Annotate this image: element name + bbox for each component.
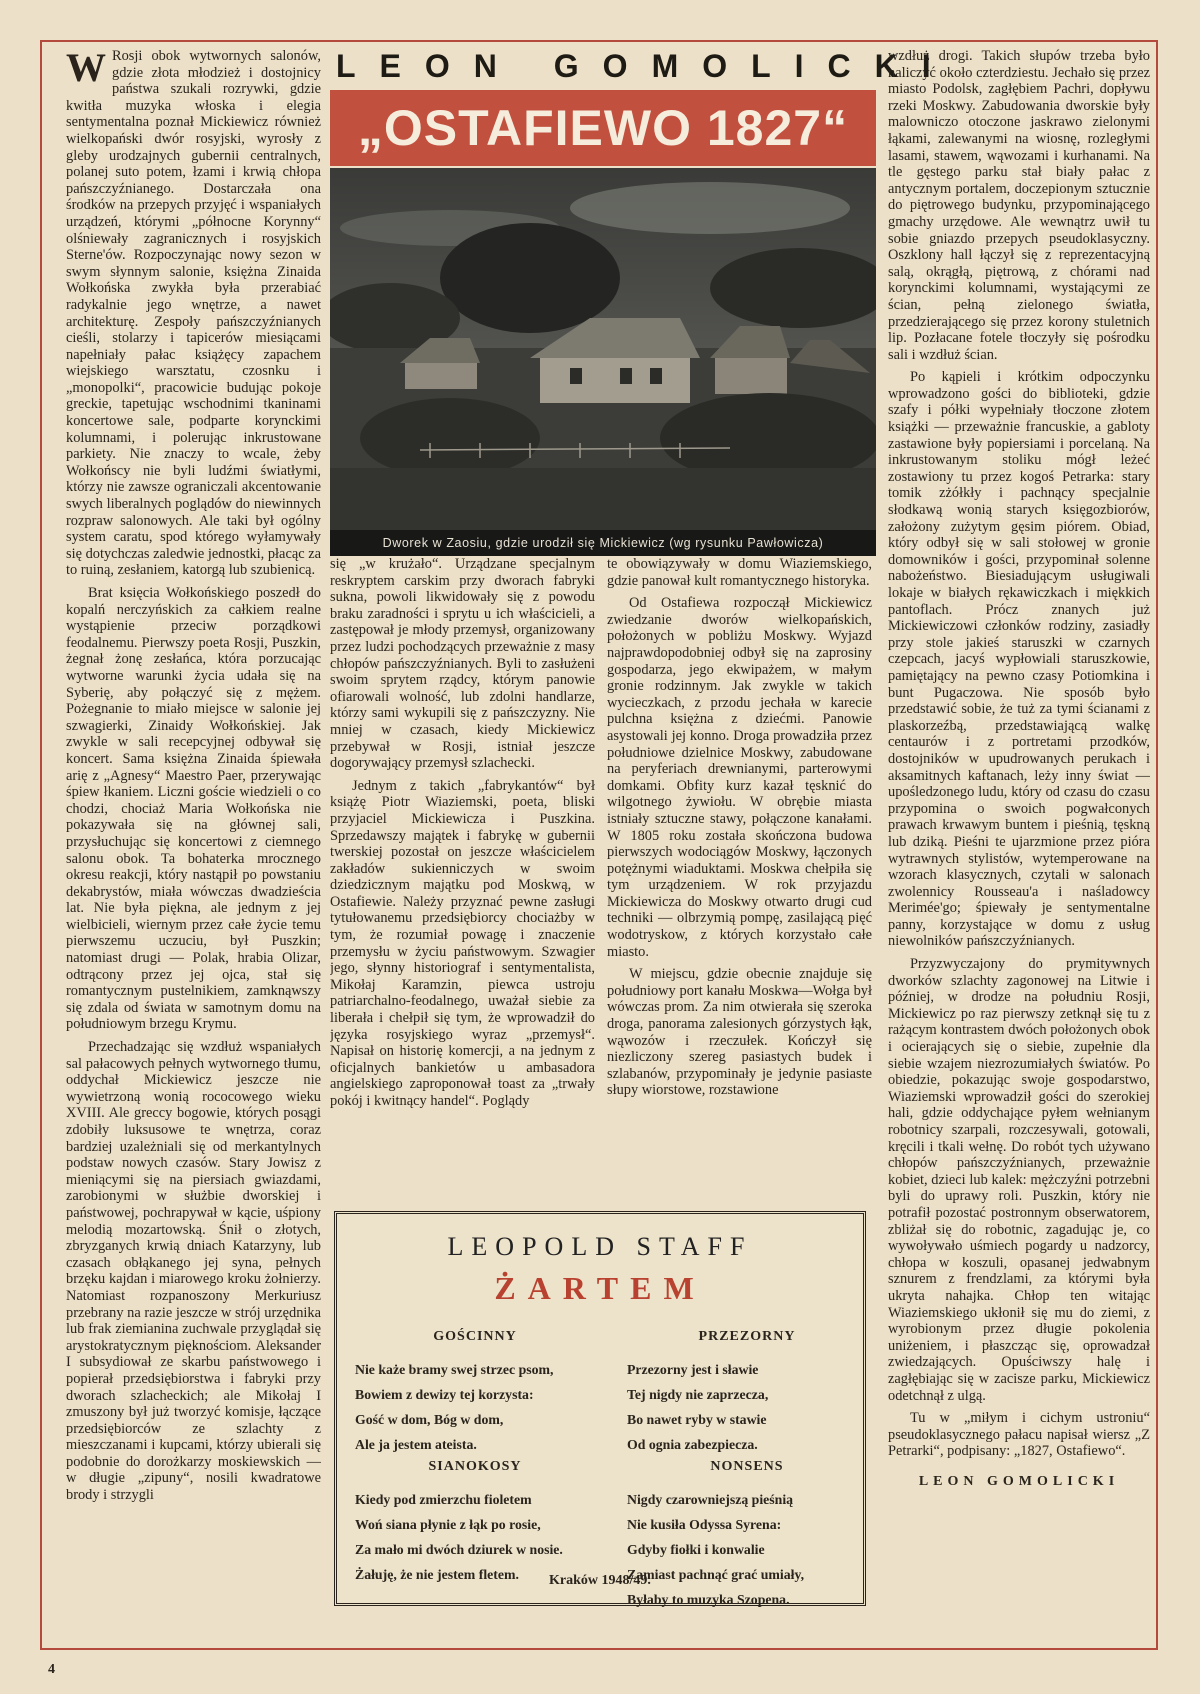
poem-line: Nie kusiła Odyssa Syrena: [627, 1517, 782, 1532]
poem-line: Zamiast pachnąć grać umiały, [627, 1567, 805, 1582]
drop-cap: W [66, 48, 106, 90]
poem-line: Gdyby fiołki i konwalie [627, 1542, 765, 1557]
poem-heading: PRZEZORNY [698, 1329, 796, 1344]
poem-line: Bowiem z dewizy tej korzysta: [355, 1387, 534, 1402]
poem-heading: GOŚCINNY [433, 1329, 517, 1344]
article-column-1 [66, 48, 321, 1630]
illustration [330, 168, 876, 556]
poem-line: Od ognia zabezpiecza. [627, 1437, 758, 1452]
paragraph: Po kąpieli i krótkim odpoczynku wprowadzono gości do biblioteki, gdzie szafy i półki wypełniały tłoczone złotem książki — przeważnie francuskie, a gabloty zastawione były popiersiami i porcelaną. Na inkrustowanym stoliku mógł leżeć zostawiony tu przez kogoś Petrarka: stary tomik zżółkły i pachnący specjalnie słodkawą wonią starych księgozbiorów, założony zużytym gęsim piórem. Obiad, który odbył się w sali stołowej w gronie domowników i gości, przypominał solenne nabożeństwo. Biesiadującym usługiwali lokaje w białych rękawiczkach i miękkich pantoflach. Prócz znanych już Mickiewiczowi członków rodziny, zasiadły przy stole jakieś staruszki w czarnych czepcach, jacyś wypłowiali staruszkowie, pamiętający na pewno czasy Potiomkina i bunt Pugaczowa. Nie sposób było przedstawić sobie, że tuż za tymi ścianami z plaskorzeźbą, przedstawiającą walkę centaurów i z portretami przodków, dostojników w upudrowanych perukach i aksamitnych kaftanach, leży inny świat — upośledzonego ludu, który od czasu do czasu przypomina o swoich pogwałconych prawach krwawym buntem i pieśnią, tęskną lub dziką. Pieśni te ujarzmione przez pióra wytrawnych stylistów, wytemperowane na wzorach klasycznych, czytali w salonach zwolennicy Rousseau'a i naśladowcy Merimée'go; śpiewały je sentymentalne panny, korzystające w domu z usług niewolników pańszczyźnianych. [888, 369, 1150, 950]
poem-line: Kiedy pod zmierzchu fioletem [355, 1492, 532, 1507]
poem-author: LEOPOLD STAFF [447, 1232, 753, 1261]
poem-line: Byłaby to muzyka Szopena. [627, 1592, 790, 1607]
poem-przezorny [627, 1324, 867, 1457]
paragraph: wzdłuż drogi. Takich słupów trzeba było naliczyć około czterdziestu. Jechało się przez miasto Podolsk, zagłębiem Pachri, dopływu rzeki Moskwy. Zabudowania dworskie były malowniczo otoczone jaskrawo zielonymi łąkami, zalewanymi na wiosnę, rozległymi lasami, stawem, wąwozami i kurhanami. Na tle gęstego parku stał biały pałac z antycznym portalem, doczepionym sztucznie do piętrowego budynku, przypominającego gmachy urzędowe. Ale wewnątrz uwił tu sobie gniazdo przepych pseudoklasyczny. Oszklony hall łączył się z reprezentacyjną salą, okrągłą, piętrową, z chórami nad korynckimi kolumnami, wystającymi ze ścian, pełną zielonego światła, przedzierającego się przez korony stuletnich lip. Pozłacane fotele tłoczyły się pośrodku sali i wzdłuż ścian. [888, 48, 1150, 363]
poem-heading: NONSENS [710, 1459, 784, 1474]
author-heading: LEON GOMOLICKI [336, 48, 955, 84]
poem-line: Nie każe bramy swej strzec psom, [355, 1362, 554, 1377]
poem-line: Żałuję, że nie jestem fletem. [355, 1567, 519, 1582]
poem-sianokosy [355, 1454, 595, 1587]
poem-cycle-title: ŻARTEM [494, 1270, 706, 1306]
poem-place-date: Kraków 1948/49. [549, 1573, 651, 1588]
poem-line: Przezorny jest i sławie [627, 1362, 759, 1377]
poem-goscinny [355, 1324, 595, 1457]
article-column-4 [888, 48, 1150, 1598]
poem-line: Bo nawet ryby w stawie [627, 1412, 767, 1427]
article-title: „OSTAFIEWO 1827“ [330, 90, 876, 166]
paragraph: Tu w „miłym i cichym ustroniu“ pseudoklasycznego pałacu napisał wiersz „Z Petrarki“, podpisany: „1827, Ostafiewo“. [888, 1410, 1150, 1460]
paragraph: Przyzwyczajony do prymitywnych dworków szlachty zagonowej na Litwie i później, w drodze na południu Rosji, Mickiewicz po raz pierwszy zetknął się tu z rażącym kontrastem dwóch położonych obok i ocierających się o siebie, zupełnie dla siebie wzajem niezrozumiałych światów. Po obiedzie, pokazując swoje gospodarstwo, Wiaziemski wprowadził gości do szerokiej hali, gdzie oddychające pyłem wełnianym robotnicy szarpali, rozczesywali, gotowali, kręcili i tkali wełnę. Do robót tych używano chłopów pańszczyźnianych, przeważnie kobiet, dzieci lub kalek: mężczyźni potrzebni byli do uprawy roli. Puszkin, który nie potrafił pozostać postronnym obserwatorem, zbliżał się do robotnic, zagadując je, co wywoływało uśmiech pogardy u nadzorcy, chłopa w koszuli, opasanej jedwabnym sznurem z frendzlami, za którymi była ukryta nahajka. Chłop ten witając Wiaziemskiego ukłonił się mu do ziemi, z wyrobionym przez długie pokolenia uniżeniem, i płaszcząc się, oprowadzał zwiedzających. Opuściwszy halę i zagłębiając się w zacisze parku, Mickiewicz odetchnął z ulgą. [888, 956, 1150, 1404]
paragraph: się „w krużało“. Urządzane specjalnym reskryptem carskim przy dworach fabryki sukna, powoli likwidowały się z powodu braku zaradności i sprytu u ich właścicieli, a zastępował je młody przemysł, organizowany przez ludzi pochodzących przeważnie z masy chłopów pańszczyźnianych. Byli to zasłużeni swoim sprytem rządcy, którym panowie ofiarowali wolność, lub zdolni handlarze, którzy sami wykupili się z pańszczyzny. Nie mniej w czasach, kiedy Mickiewicz przebywał w Rosji, istniał jeszcze dogorywający przemysł szlachecki. [330, 556, 595, 772]
paragraph: te obowiązywały w domu Wiaziemskiego, gdzie panował kult romantycznego historyka. [607, 556, 872, 589]
author-signature: LEON GOMOLICKI [918, 1473, 1120, 1489]
poem-line: Woń siana płynie z łąk po rosie, [355, 1517, 541, 1532]
image-caption: Dworek w Zaosiu, gdzie urodził się Mickiewicz (wg rysunku Pawłowicza) [330, 530, 876, 556]
article-column-2 [330, 556, 595, 1196]
paragraph: Od Ostafiewa rozpoczął Mickiewicz zwiedzanie dworów wielkopańskich, położonych w pobliżu Moskwy. Wyjazd najprawdopodobniej odbył się na zaprosiny gospodarza, jego ekwipażem, w małym gronie rodzinnym. Jak zwykle w takich wycieczkach, z przodu jechała w karecie pulchna księżna z dziećmi. Panowie asystowali jej konno. Droga prowadziła przez południowe dzielnice Moskwy, zabudowane na peryferiach drewnianymi, parterowymi domkami. Obfity kurz kazał tęsknić do wilgotnego żywiołu. W obrębie miasta istniały sztuczne stawy, połączone kanałami. W 1805 roku została skończona budowa pierwszych wodociągów Moskwy, łączonych potężnymi wiaduktami. Moskwa chełpiła się tym urządzeniem. W rok przyjazdu Mickiewicza do Moskwy otwarto drugi cud techniki — olbrzymią pompę, zasilającą pięć wodotryskow, z których korzystało całe miasto. [607, 595, 872, 960]
poem-line: Ale ja jestem ateista. [355, 1437, 477, 1452]
poem-line: Gość w dom, Bóg w dom, [355, 1412, 504, 1427]
paragraph: Rosji obok wytwornych salonów, gdzie złota młodzież i dostojnicy państwa szukali rozrywki, gdzie kwitła muzyka włoska i elegia sentymentalna poznał Mickiewicz również wielkopański dwór rosyjski, wyrosły z gleby urodzajnych gubernii centralnych, polanej suto potem, łzami i krwią chłopa pańszczyźnianego. Dostarczała ona środków na przepych przyjęć i wspaniałych urządzeń, którymi „północne Korynny“ olśniewały zagranicznych i rosyjskich Sterne'ów. Rozpoczynając nowy sezon w swym słynnym salonie, księżna Zinaida Wołkońska zwykła była przerabiać radykalnie jego wnętrze, a nawet architekturę. Zespoły pańszczyźnianych cieśli, stolarzy i tapicerów miesiącami napełniały pałac książęcy zapachem wiejskiego warsztatu, czosnku i „monopolki“, pracowicie budując pokoje greckie, tapetując wschodnimi tkaninami koncertowe sale, podparte korynckimi kolumnami, i polerując inkrustowane parkiety. Nie znaczy to wcale, żeby Wołkońscy nie byli ludźmi światłymi, którzy nie zawsze ograniczali akcentowanie swych liberalnych poglądów do niewinnych rozpraw salonowych. Ale taki był ogólny system caratu, spod którego wyłamywały się dotychczas zaledwie jednostki, płacąc za to ruiną, zesłaniem, katorgą lub szubienicą. [66, 48, 321, 579]
paragraph: Jednym z takich „fabrykantów“ był książę Piotr Wiaziemski, poeta, bliski przyjaciel Mickiewicza i Puszkina. Sprzedawszy majątek i fabrykę w gubernii twerskiej pozostał on jeszcze właścicielem zakładów sukienniczych w swoim dziedzicznym majątku pod Moskwą, w Ostafiewie. Należy przyznać pewne zasługi tytułowanemu przedsiębiorcy chociażby w tym, że rozumiał powagę i znaczenie przemysłu w życiu państwowym. Szwagier jego, słynny historiograf i sentymentalista, Mikołaj Karamzin, piewca ustroju patriarchalno-feodalnego, uważał siebie za liberała i chełpił się tym, że wprowadził do języka rosyjskiego wyraz „przemysł“. Napisał on historię komercji, a na jednym z oficjalnych bankietów u ambasadora angielskiego zaproponował toast za „trwały pokój i kwitnący handel“. Poglądy [330, 777, 595, 1109]
paragraph: Brat księcia Wołkońskiego poszedł do kopalń nerczyńskich za całkiem realne wystąpienie przeciw porządkowi feodalnemu. Pierwszy poeta Rosji, Puszkin, żegnał żonę zesłańca, która porzucając wytworne warunki życia udała się na Syberię, aby połączyć się z mężem. Pożegnanie to miało miejsce w salonie jej szwagierki, Zinaidy Wołkońskiej. Jak zwykle w sali recepcyjnej odbywał się koncert. Sama księżna Zinaida śpiewała arię z „Agnesy“ Maestro Paer, przerywając śpiew łkaniem. Liczni goście wiedzieli o co chodzi, chociaż Maria Wołkońska nie pokazywała się na głównej sali, przysłuchując się koncertowi z ciemnego salonu obok. Ta bohaterka mrocznego okresu reakcji, który nastąpił po powstaniu dekabrystów, miała wówczas dwadzieścia lat. Nie była piękna, ale jednym z jej wielbicieli, wiernym przez całe życie temu pierwszemu uczuciu, był Puszkin; natomiast drugi — Polak, hrabia Olizar, odtrącony przez jej ojca, stał się romantycznym pustelnikiem, zamknąwszy się zdala od świata w samotnym domu na południowym brzegu Krymu. [66, 585, 321, 1033]
poem-line: Nigdy czarowniejszą pieśnią [627, 1492, 794, 1507]
poem-box [334, 1211, 866, 1606]
paragraph: W miejscu, gdzie obecnie znajduje się południowy port kanału Moskwa—Wołga był wówczas prom. Za nim otwierała się szeroka droga, panorama zalesionych górzystych łąk, wąwozów i rzeczułek. Kończył się niezliczony szereg pasiastych budek i szlabanów, przypominały je jedynie pasiaste słupy wiorstowe, rozstawione [607, 966, 872, 1099]
poem-line: Za mało mi dwóch dziurek w nosie. [355, 1542, 563, 1557]
page-number: 4 [48, 1662, 55, 1677]
poem-line: Tej nigdy nie zaprzecza, [627, 1387, 769, 1402]
manor-house-drawing [330, 168, 876, 556]
paragraph: Przechadzając się wzdłuż wspaniałych sal pałacowych pełnych wytwornego tłumu, oddychał Mickiewicz jeszcze nie wywietrzoną wonią rococowego wieku XVIII. Ale greccy bogowie, których posągi zdobiły luksusowe te wnętrza, coraz bardziej uzależniali się od merkantylnych podstaw nowych czasów. Stary Jowisz z mieniącymi się na piersiach gwiazdami, zarobionymi w służbie dworskiej i państwowej, pochrapywał w kącie, uśpiony melodią mozartowską. Śnił o złotych, zbryzganych krwią dniach Katarzyny, lub czasach obłąkanego jej syna, pełnych brzęku kajdan i miarowego kroku żołnierzy. Natomiast rozpanoszony Merkuriusz przebrany na razie jeszcze w strój urzędnika lub frak ziemianina zuchwale przyglądał się arystokratycznym pięknościom. Aleksander I subsydiował ze skarbu państwowego i popierał przedsiębiorstwa i fabryki przy dworach szlacheckich; ale Mikołaj I zmuszony był już tworzyć komisje, łączące przedsiębiorców ze szlachty z mieszczanami i kupcami, którzy ubierali się podobnie do dorożkarzy moskiewskich — w długie „zipuny“, nosili kwadratowe brody i strzygli [66, 1039, 321, 1504]
article-column-3 [607, 556, 872, 1196]
poem-heading: SIANOKOSY [428, 1459, 522, 1474]
